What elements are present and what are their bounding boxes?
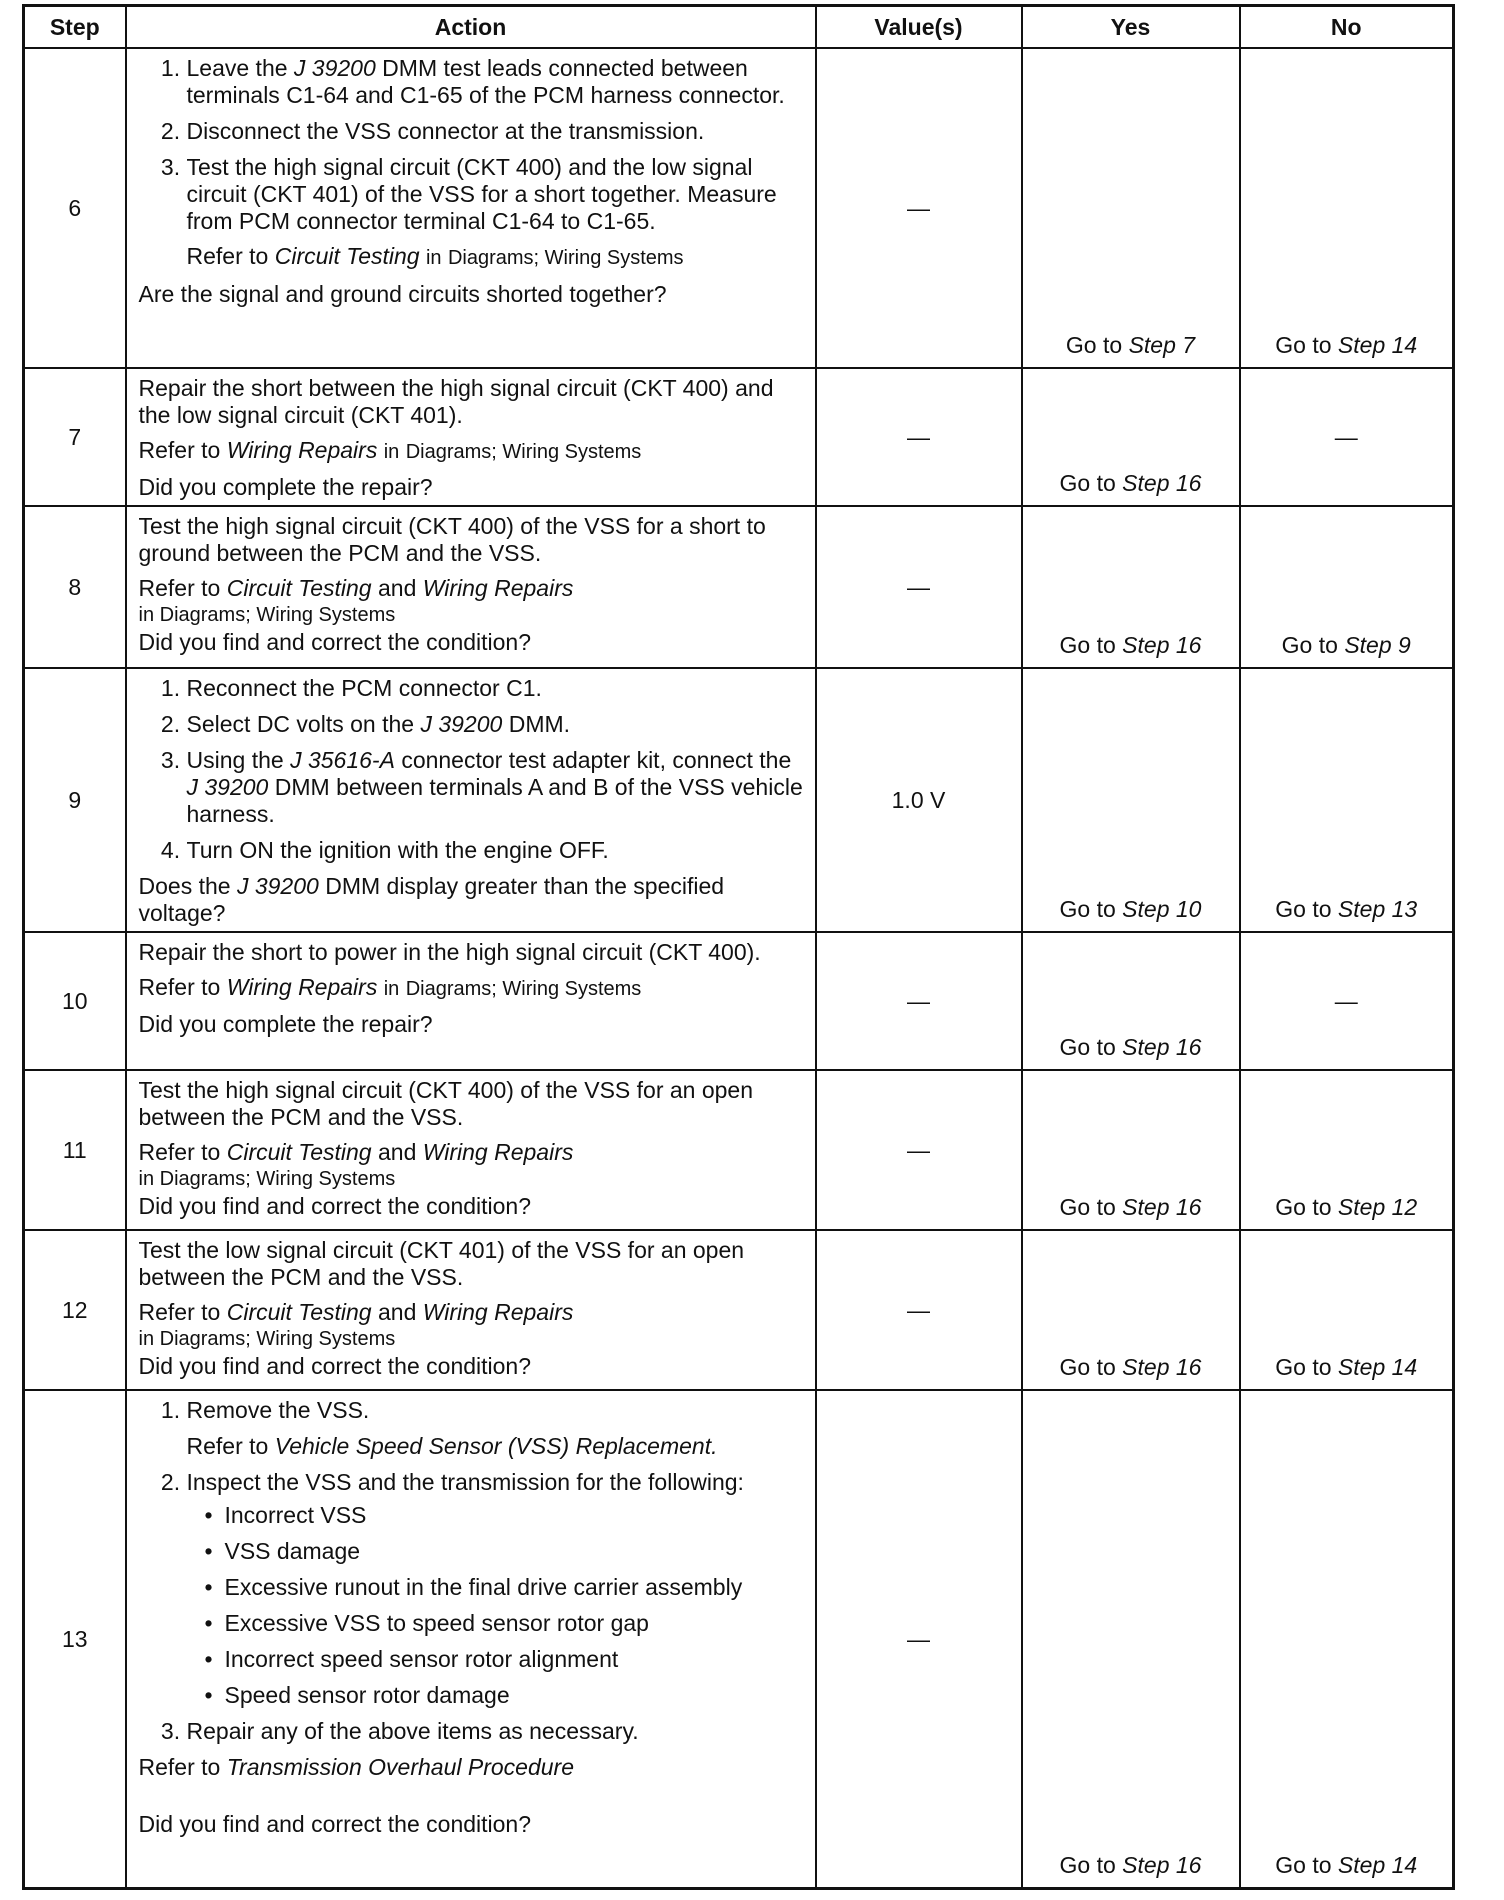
- value-cell: —: [816, 506, 1022, 668]
- question: Did you complete the repair?: [138, 474, 433, 500]
- table-row-step-12: [24, 1230, 1454, 1390]
- list-item: • Speed sensor rotor damage: [211, 1682, 807, 1709]
- yes-goto-link[interactable]: Go to Step 16: [1022, 1230, 1240, 1390]
- yes-goto-link[interactable]: Go to Step 7: [1022, 48, 1240, 368]
- action-cell: Test the high signal circuit (CKT 400) of the VSS for an open between the PCM and the VSS. Refer to Circuit Testing and Wiring Repairs in Diagrams; Wiring Systems Did you find and correct the condition?: [126, 1070, 816, 1230]
- header-values: Value(s): [816, 6, 1022, 49]
- diagnostic-table-document: [22, 4, 1452, 1890]
- list-item: • Excessive VSS to speed sensor rotor gap: [211, 1610, 807, 1637]
- yes-goto-link[interactable]: Go to Step 16: [1022, 1070, 1240, 1230]
- value-cell: —: [816, 1070, 1022, 1230]
- list-item: • Incorrect VSS: [211, 1502, 807, 1529]
- action-cell: 1. Leave the J 39200 DMM test leads connected between terminals C1-64 and C1-65 of the PCM harness connector. 2. Disconnect the VSS connector at the transmission. 3. Test the high signal circuit (CKT 400) and the low signal circuit (CKT 401) of the VSS for a short together. Measure from PCM connector terminal C1-64 to C1-65. Refer to Circuit Testing in Diagrams; Wiring Systems Are the signal and ground circuits shorted together?: [126, 48, 816, 368]
- no-value-dash: —: [1240, 932, 1454, 1070]
- step-number: 6: [24, 48, 126, 368]
- yes-goto-link[interactable]: Go to Step 16: [1022, 932, 1240, 1070]
- value-cell: —: [816, 48, 1022, 368]
- question: Did you complete the repair?: [138, 1011, 433, 1037]
- table-row-step-8: [24, 506, 1454, 668]
- question: Are the signal and ground circuits shorted together?: [138, 281, 667, 307]
- header-no: No: [1240, 6, 1454, 49]
- diagnostic-table: [22, 4, 1455, 1890]
- action-cell: Repair the short to power in the high signal circuit (CKT 400). Refer to Wiring Repairs in Diagrams; Wiring Systems Did you complete the repair?: [126, 932, 816, 1070]
- list-item: • Excessive runout in the final drive carrier assembly: [211, 1574, 807, 1601]
- table-row-step-6: [24, 48, 1454, 368]
- question: Did you find and correct the condition?: [138, 629, 532, 655]
- value-cell: —: [816, 932, 1022, 1070]
- question: Did you find and correct the condition?: [138, 1353, 532, 1379]
- header-action: Action: [126, 6, 816, 49]
- action-cell: 1. Reconnect the PCM connector C1. 2. Select DC volts on the J 39200 DMM. 3. Using the J 35616-A connector test adapter kit, connect the J 39200 DMM between terminals A and B of the VSS vehicle harness. 4. Turn ON the ignition with the engine OFF. Does the J 39200 DMM display greater than the specified voltage?: [126, 668, 816, 932]
- action-cell: Test the low signal circuit (CKT 401) of the VSS for an open between the PCM and the VSS. Refer to Circuit Testing and Wiring Repairs in Diagrams; Wiring Systems Did you find and correct the condition?: [126, 1230, 816, 1390]
- table-row-step-7: [24, 368, 1454, 506]
- header-yes: Yes: [1022, 6, 1240, 49]
- step-number: 7: [24, 368, 126, 506]
- table-row-step-9: [24, 668, 1454, 932]
- step-number: 8: [24, 506, 126, 668]
- step-number: 12: [24, 1230, 126, 1390]
- action-cell: Test the high signal circuit (CKT 400) of the VSS for a short to ground between the PCM and the VSS. Refer to Circuit Testing and Wiring Repairs in Diagrams; Wiring Systems Did you find and correct the condition?: [126, 506, 816, 668]
- action-cell: Repair the short between the high signal circuit (CKT 400) and the low signal circuit (CKT 401). Refer to Wiring Repairs in Diagrams; Wiring Systems Did you complete the repair?: [126, 368, 816, 506]
- no-goto-link[interactable]: Go to Step 14: [1240, 1390, 1454, 1889]
- list-item: • Incorrect speed sensor rotor alignment: [211, 1646, 807, 1673]
- action-cell: 1. Remove the VSS. Refer to Vehicle Speed Sensor (VSS) Replacement. 2. Inspect the VSS and the transmission for the following: • Incorrect VSS • VSS damage • Excessive runout in the final drive carrier assembly • Excessive VSS to speed sensor rotor gap • Incorrect speed sensor rotor alignment • Speed sensor rotor damage 3. Repair any of the above items as necessary. Refer to Transmission Overhaul Procedure Did you find and correct the condition?: [126, 1390, 816, 1889]
- header-row: [24, 6, 1454, 49]
- no-goto-link[interactable]: Go to Step 14: [1240, 1230, 1454, 1390]
- no-goto-link[interactable]: Go to Step 14: [1240, 48, 1454, 368]
- yes-goto-link[interactable]: Go to Step 10: [1022, 668, 1240, 932]
- yes-goto-link[interactable]: Go to Step 16: [1022, 506, 1240, 668]
- step-number: 10: [24, 932, 126, 1070]
- table-row-step-10: [24, 932, 1454, 1070]
- no-value-dash: —: [1240, 368, 1454, 506]
- no-goto-link[interactable]: Go to Step 12: [1240, 1070, 1454, 1230]
- table-row-step-11: [24, 1070, 1454, 1230]
- no-goto-link[interactable]: Go to Step 9: [1240, 506, 1454, 668]
- header-step: Step: [24, 6, 126, 49]
- inspection-list: [187, 1502, 807, 1709]
- value-cell: —: [816, 1230, 1022, 1390]
- question: Did you find and correct the condition?: [138, 1811, 532, 1837]
- value-cell: —: [816, 368, 1022, 506]
- question: Did you find and correct the condition?: [138, 1193, 532, 1219]
- step-number: 11: [24, 1070, 126, 1230]
- step-number: 13: [24, 1390, 126, 1889]
- value-cell: 1.0 V: [816, 668, 1022, 932]
- yes-goto-link[interactable]: Go to Step 16: [1022, 1390, 1240, 1889]
- no-goto-link[interactable]: Go to Step 13: [1240, 668, 1454, 932]
- step-number: 9: [24, 668, 126, 932]
- question: Does the J 39200 DMM display greater than the specified voltage?: [138, 873, 725, 926]
- list-item: • VSS damage: [211, 1538, 807, 1565]
- value-cell: —: [816, 1390, 1022, 1889]
- table-row-step-13: [24, 1390, 1454, 1889]
- yes-goto-link[interactable]: Go to Step 16: [1022, 368, 1240, 506]
